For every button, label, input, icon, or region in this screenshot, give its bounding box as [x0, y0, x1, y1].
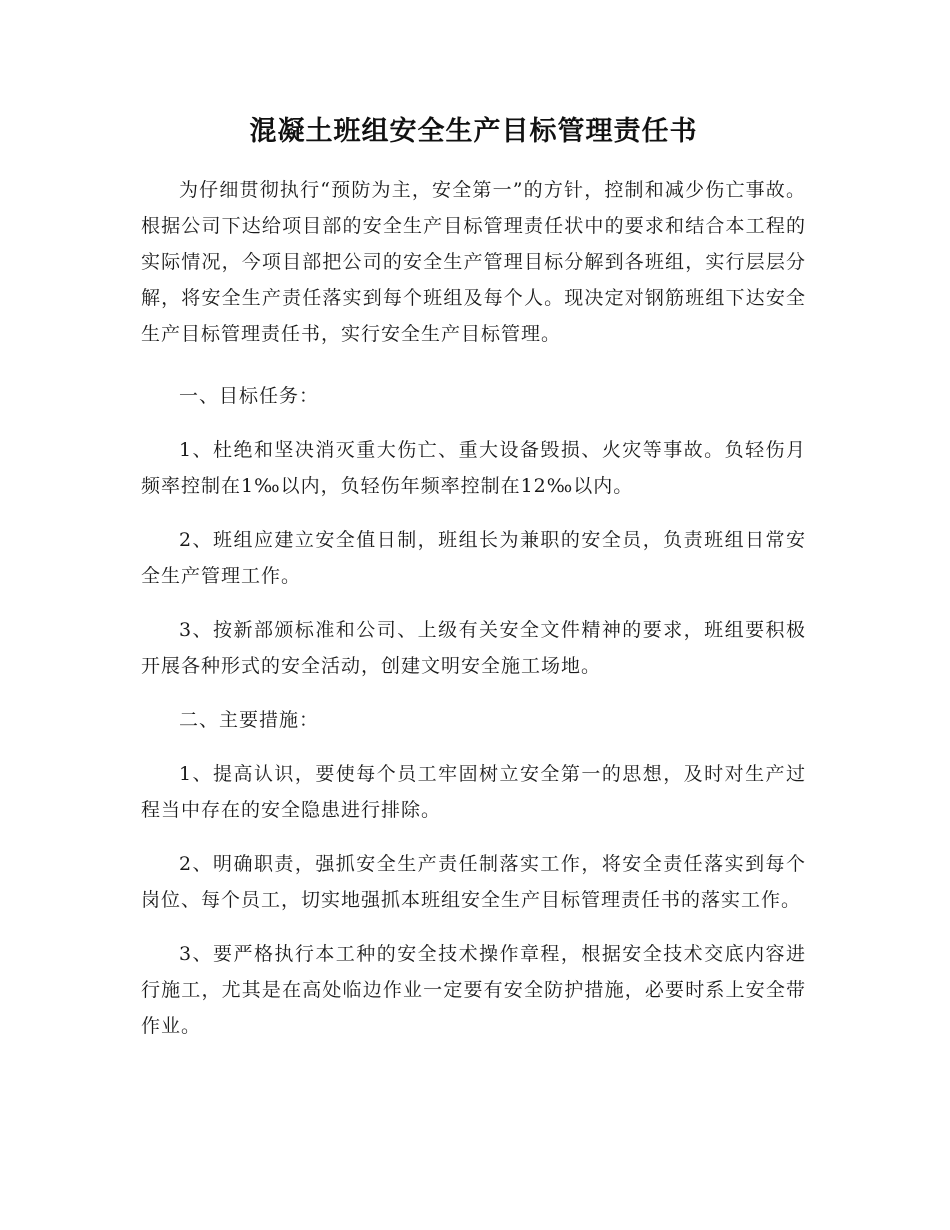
section-heading-goals: 一、目标任务： — [179, 385, 320, 407]
measure-item-2: 2、明确职责，强抓安全生产责任制落实工作，将安全责任落实到每个岗位、每个员工，切实地强抓本班组安全生产目标管理责任书的落实工作。 — [141, 853, 806, 911]
goal-item-3: 3、按新部颁标准和公司、上级有关安全文件精神的要求，班组要积极开展各种形式的安全活动，创建文明安全施工场地。 — [141, 619, 806, 677]
document-page — [141, 110, 806, 1062]
section-heading-measures: 二、主要措施： — [179, 709, 320, 731]
document-title: 混凝土班组安全生产目标管理责任书 — [249, 116, 698, 147]
goal-item-1: 1、杜绝和坚决消灭重大伤亡、重大设备毁损、火灾等事故。负轻伤月频率控制在1‰以内，负轻伤年频率控制在12‰以内。 — [141, 439, 806, 497]
measure-item-1: 1、提高认识，要使每个员工牢固树立安全第一的思想，及时对生产过程当中存在的安全隐患进行排除。 — [141, 763, 806, 821]
measure-item-3: 3、要严格执行本工种的安全技术操作章程，根据安全技术交底内容进行施工，尤其是在高处临边作业一定要有安全防护措施，必要时系上安全带作业。 — [141, 943, 806, 1037]
goal-item-2: 2、班组应建立安全值日制，班组长为兼职的安全员，负责班组日常安全生产管理工作。 — [141, 529, 806, 587]
intro-paragraph: 为仔细贯彻执行“预防为主，安全第一”的方针，控制和减少伤亡事故。根据公司下达给项目部的安全生产目标管理责任状中的要求和结合本工程的实际情况，今项目部把公司的安全生产管理目标分解到各班组，实行层层分解，将安全生产责任落实到每个班组及每个人。现决定对钢筋班组下达安全生产目标管理责任书，实行安全生产目标管理。 — [141, 179, 806, 345]
